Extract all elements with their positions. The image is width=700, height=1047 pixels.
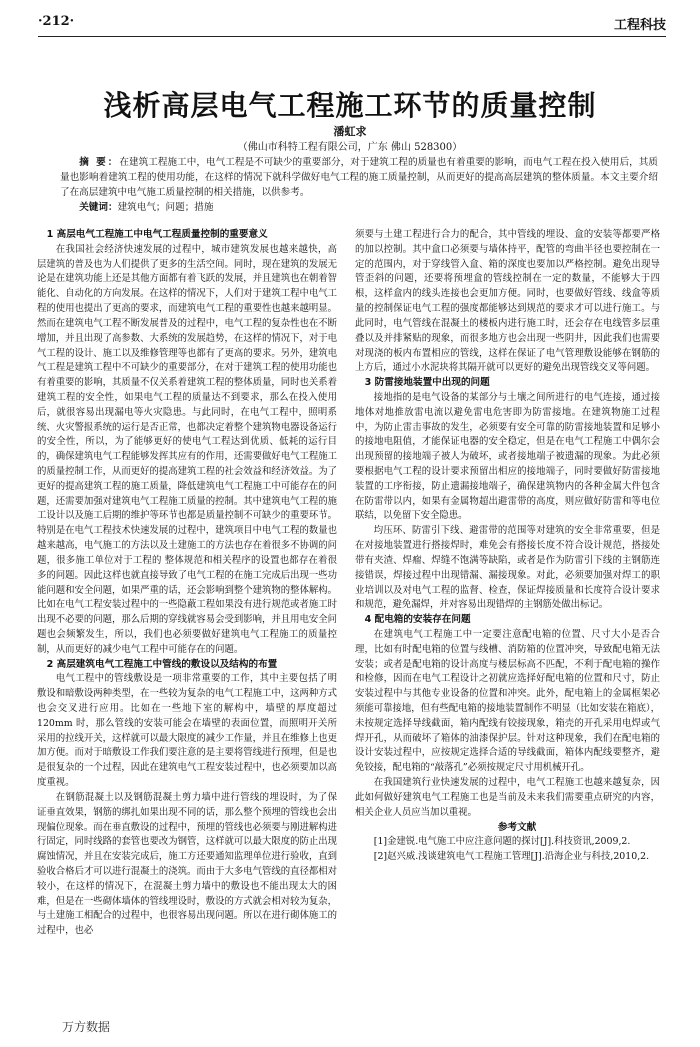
body-paragraph: 电气工程中的管线敷设是一项非常重要的工作，其中主要包括了明敷设和暗敷设两种类型，在一些较为复杂的电气工程施工中，这两种方式也会交叉进行应用。比如在一些地下室的解构中，墙壁的厚度超过 120mm 时，那么管线的安装可能会在墙壁的表面位置，而照明开关所采用的拉线开关，这样就可以最大限度的减少工作量，并且在维修上也更加方便。而对于暗敷设工作我们要注意的是主要将管线进行预埋，但是也是很复杂的一个过程，因此在建筑电气工程安装过程中，也必须要加以高度重视。 [37, 673, 338, 789]
footer-watermark: 万方数据 [62, 1020, 111, 1034]
affiliation: （佛山市科特工程有限公司，广东 佛山 528300） [237, 142, 463, 153]
body-paragraph: 在建筑电气工程施工中一定要注意配电箱的位置、尺寸大小是否合理，比如有时配电箱的位置与线槽、消防箱的位置冲突，导致配电箱无法安装；或者是配电箱的设计高度与楼层标高不匹配，不利于配电箱的操作和检修，因而在电气工程设计之初就应选择好配电箱的位置和尺寸，防止安装过程中与其他专业设备的位置和冲突。此外，配电箱上的金属框架必须能可靠接地，但有些配电箱的接地装置制作不明显（比如安装在箱底），未按规定选择导线截面，箱内配线有铰接现象，箱壳的开孔采用电焊或气焊开孔，从而破坏了箱体的油漆保护层。针对这种现象，我们在配电箱的设计安装过程中，应按规定选择合适的导线截面，箱体内配线要整齐，避免铰接，配电箱的“敲落孔”必须按规定尺寸用机械开孔。 [355, 628, 660, 774]
page-number: ·212· [38, 14, 75, 29]
abstract-text: 在建筑工程施工中，电气工程是不可缺少的重要部分，对于建筑工程的质量也有着重要的影响，而电气工程在投入使用后，其质量也影响着建筑工程的使用功能，在这样的情况下就科学做好电气工程的施工质量控制，从而更好的提高高层建筑的整体质量。本文主要介绍了在高层建筑中电气施工质量控制的相关措施，以供参考。 [60, 157, 658, 198]
section-heading: 2 高层建筑电气工程施工中管线的敷设以及结构的布置 [46, 658, 278, 670]
journal-section: 工程科技 [613, 18, 666, 33]
body-paragraph: 接地指的是电气设备的某部分与土壤之间所进行的电气连接，通过接地体对地推放雷电流以避免雷电危害即为防雷接地。在建筑物施工过程中，为防止雷击事故的发生，必须要有安全可靠的防雷接地装置和足够小的接地电阻值，才能保证电器的安全稳定，但是在电气工程施工中偶尔会出现预留的接地端子被人为破坏，或者接地端子被遗漏的现象。为此必须要根据电气工程的设计要求预留出相应的接地端子，同时要做好防雷接地装置的工序衔接，防止遗漏接地端子，确保建筑物内的各种金属大件包含在防雷带以内，如果有金属物超出避雷带的高度，则应做好防雷和等电位联结，以免留下安全隐患。 [355, 391, 660, 522]
running-header [38, 12, 666, 38]
right-column [355, 228, 660, 865]
body-paragraph: 均压环、防雷引下线、避雷带的范围等对建筑的安全非常重要，但是在对接地装置进行搭接焊时，难免会有搭接长度不符合设计规范，搭接处带有夹渣、焊瘤、焊缝不饱满等缺陷，或者是作为防雷引下线的主钢筋连接错误，焊接过程中出现错漏、漏接现象。对此，必须要加强对焊工的职业培训以及对电气工程的监督、检查，保证焊接质量和长度符合设计要求和规范，避免漏焊，并对容易出现错焊的主钢筋处做出标记。 [355, 525, 660, 611]
section-heading: 4 配电箱的安装存在问题 [364, 614, 471, 626]
reference-item: [1]金建锐.电气施工中应注意问题的探讨[J].科技资讯,2009,2. [373, 836, 631, 848]
abstract [60, 156, 658, 200]
keywords-text: 建筑电气；问题；措施 [117, 202, 214, 213]
reference-item: [2]赵兴威.浅谈建筑电气工程施工管理[J].沿海企业与科技,2010,2. [373, 851, 650, 863]
header-rule [38, 36, 666, 37]
abstract-label: 摘 要： [79, 157, 120, 168]
section-heading: 1 高层电气工程施工中电气工程质量控制的重要意义 [46, 229, 268, 240]
author: 潘虹求 [333, 125, 367, 138]
body-paragraph: 在我国建筑行业快速发展的过程中，电气工程施工也越来越复杂，因此如何做好建筑电气工程施工也是当前及未来我们需要重点研究的内容，相关企业人员应当加以重视。 [355, 777, 660, 818]
section-heading: 3 防雷接地装置中出现的问题 [364, 377, 490, 389]
left-column [37, 228, 337, 939]
body-paragraph: 在钢筋混凝土以及钢筋混凝土剪力墙中进行管线的埋设时，为了保证垂直效果，钢筋的绑扎如果出现不同的话，那么整个预埋的管线也会出现偏位现象。而在垂直敷设的过程中，预埋的管线也必须要与刚进解构进行固定，同时线路的套管也要改为钢管，这样就可以最大限度的防止出现腐蚀情况，并且在安装完成后，施工方还要通知监理单位进行验收，直到验收合格后才可以进行混凝土的浇筑。而由于大多电气管线的直径都相对较小，在这样的情况下，在混凝土剪力墙中的敷设也不能出现太大的困难，但是在一些砌体墙体的管线埋设时，敷设的方式就会相对较为复杂，与土建施工相配合的过程中，也很容易出现问题。所以在进行砌体施工的过程中，也必 [37, 791, 338, 937]
keywords-label: 关键词： [79, 202, 118, 213]
paper-title: 浅析高层电气工程施工环节的质量控制 [103, 89, 597, 122]
body-paragraph: 在我国社会经济快速发展的过程中，城市建筑发展也越来越快，高层建筑的普及也为人们提供了更多的生活空间。同时，现在建筑的发展无论是在建筑功能上还是其他方面都有着飞跃的发展，并且建筑也在朝着智能化、自动化的方向发展。在这样的情况下，人们对于建筑工程中电气工程的使用也提出了更高的要求，而建筑电气工程的重要性也越来越明显。然而在建筑电气工程不断发展普及的过程中，电气工程的复杂性也在不断增加，并且出现了高参数、大系统的发展趋势，在这样的情况下，对于电气工程的设计、施工以及维修管理等也都有了更高的要求。另外，建筑电气工程是建筑工程中不可缺少的重要部分，在对于建筑工程的使用功能也有着重要的影响，其质量不仅关系着建筑工程的整体质量，同时也关系着建筑工程的安全性，如果电气工程的质量达不到要求，那么在投入使用后，就很容易出现漏电等火灾隐患。与此同时，在电气工程中，照明系统、火灾警报系统的运行是否正常，也都决定着整个建筑物电器设备运行的安全性，所以，为了能够更好的使电气工程达到优质、低耗的运行目的，确保建筑电气工程能够发挥其应有的作用，还需要做好电气工程施工的质量控制工作，从而更好的提高建筑工程的社会效益和经济效益。为了更好的提高建筑工程的施工质量，降低建筑电气工程施工中可能存在的问题，还需要加强对建筑电气工程施工质量的控制。其中建筑电气工程的施工设计以及施工后期的维护等环节也都是质量控制不可缺少的重要环节。特别是在电气工程技术快速发展的过程中，建筑项目中电气工程的数量也越来越高，电气施工的方法以及土建施工的方法也存在着很多不协调的问题，很多施工单位对于工程的 整体规范和相关程序的设置也都存在着很多的问题。因此这样也就直接导致了电气工程的在施工完成后出现一些功能问题和安全问题，如果严重的话，还会影响到整个建筑物的整体解构。比如在电气工程安装过程中的一些隐蔽工程如果没有进行规范或者施工时出现不必要的问题，那么后期的穿线就容易会受到影响，并且用电安全问题也会频繁发生，所以，我们也必须要做好建筑电气工程施工的质量控制，从而更好的减少电气工程中可能存在的问题。 [37, 243, 338, 655]
body-paragraph: 须要与土建工程进行合力的配合，其中管线的埋设、盒的安装等都要严格的加以控制。其中盒口必须要与墙体持平，配管的弯曲半径也要控制在一定的范围内，对于穿线管入盒、箱的深度也要加以严格控制。避免出现导管歪斜的问题，还要将预埋盒的管线控制在一定的数量，不能够大于四根，这样盒内的线头连接也会更加方便。同时，也要做好管线、线盒等质量的控制保证电气工程的强度都能够达到规范的要求才可以进行施工。与此同时，电气管线在混凝土的楼板内进行施工时，还会存在电线管多层重叠以及并排紧贴的现象，而很多地方也会出现一些阴井，因此我们也需要对现浇的板内布置相应的管线，这样在保证了电气管理敷设能够在钢筋的上方后，通过小水泥块将其隔开就可以更好的避免出现管线交叉等问题。 [355, 229, 660, 374]
keywords [60, 201, 658, 215]
references-title: 参考文献 [497, 821, 537, 833]
